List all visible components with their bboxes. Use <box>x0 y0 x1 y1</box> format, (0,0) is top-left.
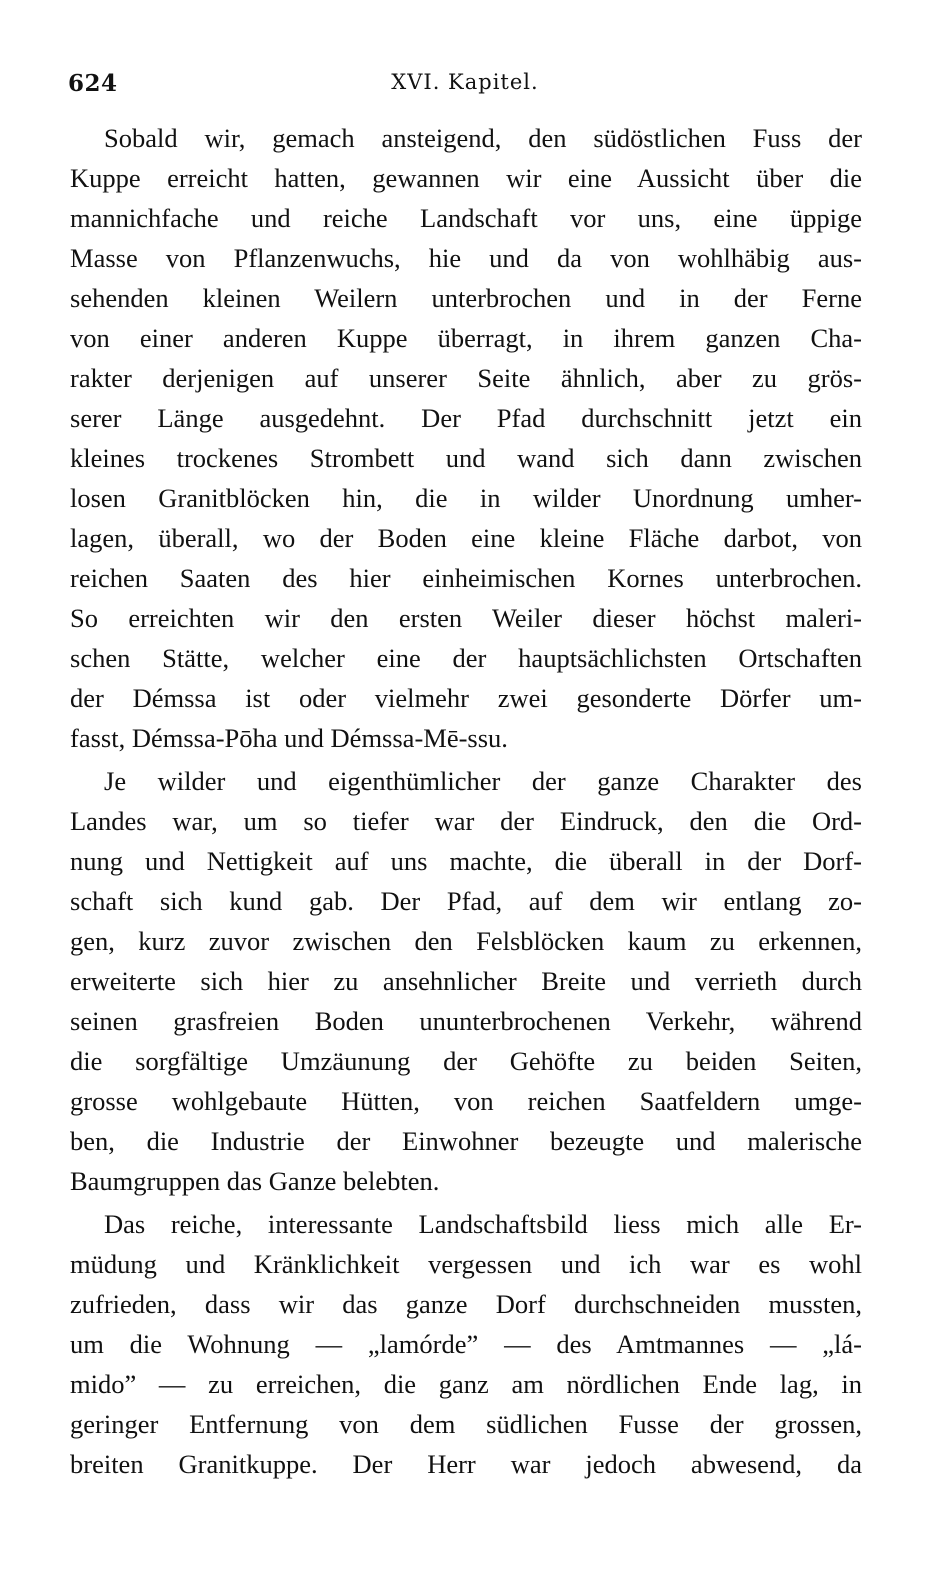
text-line: müdung und Kränklichkeit vergessen und ich war es wohl <box>70 1249 862 1279</box>
page-number: 624 <box>68 70 118 97</box>
paragraph <box>70 118 862 758</box>
text-line: serer Länge ausgedehnt. Der Pfad durchschnitt jetzt ein <box>70 403 862 433</box>
text-line: seinen grasfreien Boden ununterbrochenen Verkehr, während <box>70 1006 862 1036</box>
running-head: XVI. Kapitel. <box>391 70 539 94</box>
text-line: geringer Entfernung von dem südlichen Fusse der grossen, <box>70 1409 862 1439</box>
text-line: sehenden kleinen Weilern unterbrochen und in der Ferne <box>70 283 862 313</box>
text-line: von einer anderen Kuppe überragt, in ihrem ganzen Cha- <box>70 323 862 353</box>
text-line: Baumgruppen das Ganze belebten. <box>70 1166 440 1196</box>
page-header <box>68 70 862 106</box>
body-text <box>70 118 862 1484</box>
text-line: nung und Nettigkeit auf uns machte, die überall in der Dorf- <box>70 846 862 876</box>
text-line: losen Granitblöcken hin, die in wilder Unordnung umher- <box>70 483 862 513</box>
text-line: breiten Granitkuppe. Der Herr war jedoch abwesend, da <box>70 1449 862 1479</box>
text-line: Landes war, um so tiefer war der Eindruck, den die Ord- <box>70 806 862 836</box>
text-line: mannichfache und reiche Landschaft vor uns, eine üppige <box>70 203 862 233</box>
text-line: Das reiche, interessante Landschaftsbild liess mich alle Er- <box>104 1209 862 1239</box>
paragraph <box>70 1204 862 1484</box>
text-line: kleines trockenes Strombett und wand sich dann zwischen <box>70 443 862 473</box>
text-line: Je wilder und eigenthümlicher der ganze Charakter des <box>104 766 862 796</box>
text-line: ben, die Industrie der Einwohner bezeugte und malerische <box>70 1126 862 1156</box>
text-line: um die Wohnung — „lamórde” — des Amtmannes — „lá- <box>70 1329 862 1359</box>
text-line: Masse von Pflanzenwuchs, hie und da von wohlhäbig aus- <box>70 243 862 273</box>
text-line: erweiterte sich hier zu ansehnlicher Breite und verrieth durch <box>70 966 862 996</box>
text-line: der Démssa ist oder vielmehr zwei gesonderte Dörfer um- <box>70 683 862 713</box>
text-line: grosse wohlgebaute Hütten, von reichen Saatfeldern umge- <box>70 1086 862 1116</box>
text-line: schen Stätte, welcher eine der hauptsächlichsten Ortschaften <box>70 643 862 673</box>
text-line: die sorgfältige Umzäunung der Gehöfte zu beiden Seiten, <box>70 1046 862 1076</box>
text-line: fasst, Démssa-Pōha und Démssa-Mē-ssu. <box>70 723 508 753</box>
text-line: reichen Saaten des hier einheimischen Kornes unterbrochen. <box>70 563 862 593</box>
text-line: lagen, überall, wo der Boden eine kleine Fläche darbot, von <box>70 523 862 553</box>
text-line: gen, kurz zuvor zwischen den Felsblöcken kaum zu erkennen, <box>70 926 862 956</box>
text-line: rakter derjenigen auf unserer Seite ähnlich, aber zu grös- <box>70 363 862 393</box>
text-line: zufrieden, dass wir das ganze Dorf durchschneiden mussten, <box>70 1289 862 1319</box>
text-line: mido” — zu erreichen, die ganz am nördlichen Ende lag, in <box>70 1369 862 1399</box>
text-line: schaft sich kund gab. Der Pfad, auf dem wir entlang zo- <box>70 886 862 916</box>
text-line: Sobald wir, gemach ansteigend, den südöstlichen Fuss der <box>104 123 862 153</box>
text-line: So erreichten wir den ersten Weiler dieser höchst maleri- <box>70 603 862 633</box>
text-line: Kuppe erreicht hatten, gewannen wir eine Aussicht über die <box>70 163 862 193</box>
paragraph <box>70 761 862 1201</box>
